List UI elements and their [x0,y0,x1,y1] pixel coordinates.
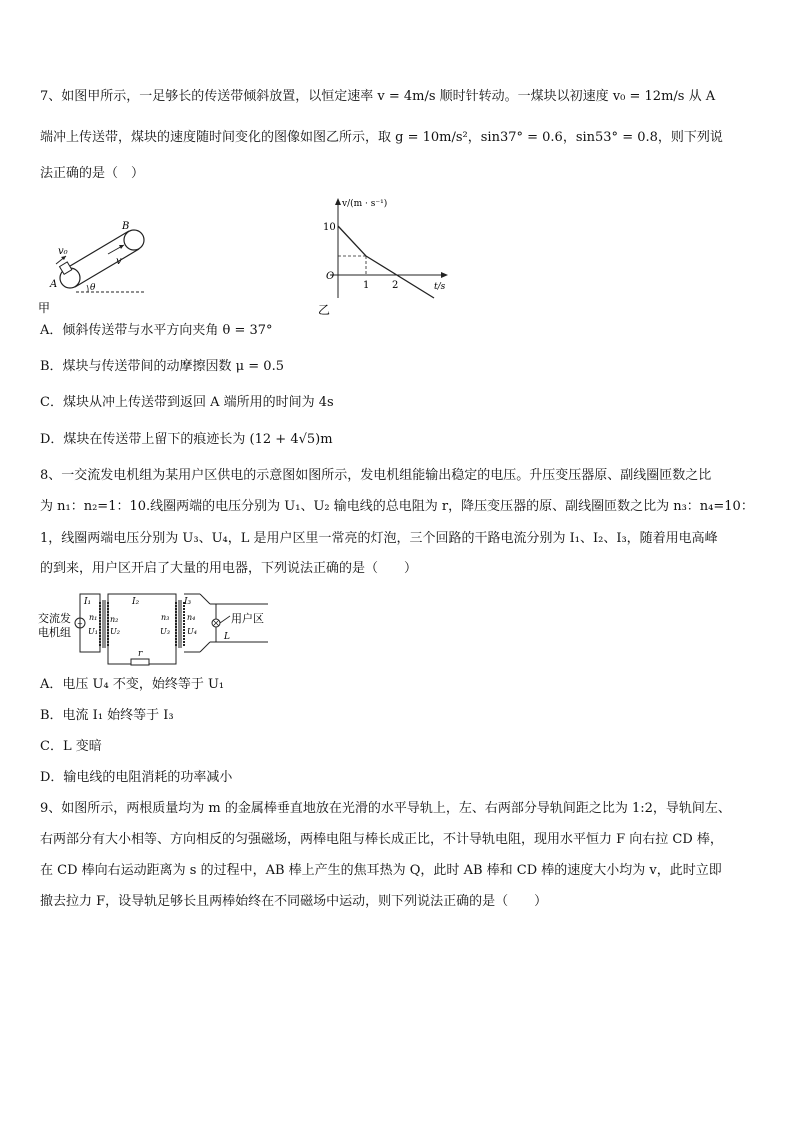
u1-label: U₁ [88,627,98,636]
u4-label: U₄ [187,627,197,636]
graph-tick-2: 2 [392,280,399,291]
q9-line-4: 撤去拉力 F，设导轨足够长且两棒始终在不同磁场中运动，则下列说法正确的是（ ） [40,894,548,909]
q8-line-2: 为 n₁：n₂=1：10.线圈两端的电压分别为 U₁、U₂ 输电线的总电阻为 r，降压变压器的原、副线圈匝数之比为 n₃：n₄=10： [40,499,754,514]
q8-option-b[interactable]: B．电流 I₁ 始终等于 I₃ [40,708,174,723]
q7-line-1: 7、如图甲所示，一足够长的传送带倾斜放置，以恒定速率 v = 4m/s 顺时针转动。一煤块以初速度 v₀ = 12m/s 从 A [40,89,716,104]
q8-option-a[interactable]: A．电压 U₄ 不变，始终等于 U₁ [40,677,225,692]
graph-tick-10: 10 [323,222,336,233]
q7-line-2: 端冲上传送带，煤块的速度随时间变化的图像如图乙所示，取 g = 10m/s²，sin37° = 0.6，sin53° = 0.8，则下列说 [40,130,723,145]
q7-option-c[interactable]: C．煤块从冲上传送带到返回 A 端所用的时间为 4s [40,395,334,410]
line-resistor [131,659,149,665]
user-area-label: 用户区 [231,612,264,625]
q9-line-3: 在 CD 棒向右运动距离为 s 的过程中，AB 棒上产生的焦耳热为 Q，此时 AB 棒和 CD 棒的速度大小均为 v，此时立即 [40,863,722,878]
q8-option-d[interactable]: D．输电线的电阻消耗的功率减小 [40,770,233,785]
graph-segment-2 [366,256,434,298]
graph-ylabel: v/(m · s⁻¹) [342,199,388,209]
q7-line-3: 法正确的是（ ） [40,166,145,181]
q8-line-4: 的到来，用户区开启了大量的用电器，下列说法正确的是（ ） [40,561,418,576]
n2-label: n₂ [110,615,119,624]
point-a-label: A [50,279,58,290]
n4-label: n₄ [187,613,196,622]
figure-yi-label: 乙 [318,303,331,317]
n1-label: n₁ [89,613,98,622]
current-i2-label: I₂ [132,597,140,607]
svg-text:~: ~ [77,620,83,628]
generator-label-2: 电机组 [38,626,71,639]
lamp-l-label: L [224,632,230,642]
q7-option-b[interactable]: B．煤块与传送带间的动摩擦因数 μ = 0.5 [40,359,284,374]
point-b-label: B [122,221,130,232]
theta-label: θ [90,283,96,293]
q8-line-3: 1，线圈两端电压分别为 U₃、U₄，L 是用户区里一常亮的灯泡，三个回路的干路电流分别为 I₁、I₂、I₃，随着用电高峰 [40,531,718,546]
u3-label: U₃ [160,627,170,636]
q8-line-1: 8、一交流发电机组为某用户区供电的示意图如图所示，发电机组能输出稳定的电压。升压变压器原、副线圈匝数之比 [40,468,712,483]
q7-option-d[interactable]: D．煤块在传送带上留下的痕迹长为 (12 + 4√5)m [40,432,333,447]
conveyor-diagram [36,212,166,317]
graph-segment-1 [338,226,366,256]
q8-option-c[interactable]: C．L 变暗 [40,739,102,754]
graph-origin: O [326,271,335,282]
v0-label: v₀ [58,246,68,257]
q9-line-2: 右两部分有大小相等、方向相反的匀强磁场，两棒电阻与棒长成正比，不计导轨电阻，现用水平恒力 F 向右拉 CD 棒， [40,832,723,847]
n3-label: n₃ [161,613,170,622]
graph-xlabel: t/s [434,282,446,292]
u2-label: U₂ [110,627,120,636]
resistor-r-label: r [138,649,143,659]
q7-option-a[interactable]: A．倾斜传送带与水平方向夹角 θ = 37° [40,323,273,338]
generator-label-1: 交流发 [38,612,71,625]
current-i1-label: I₁ [84,597,92,607]
q9-line-1: 9、如图所示，两根质量均为 m 的金属棒垂直地放在光滑的水平导轨上，左、右两部分导轨间距之比为 1:2，导轨间左、 [40,801,731,816]
velocity-time-graph [316,194,450,318]
figure-jia-label: 甲 [38,301,51,315]
v-label: v [116,256,122,267]
current-i3-label: I₃ [184,597,192,607]
power-transmission-diagram [36,588,272,668]
graph-tick-1: 1 [363,280,370,291]
